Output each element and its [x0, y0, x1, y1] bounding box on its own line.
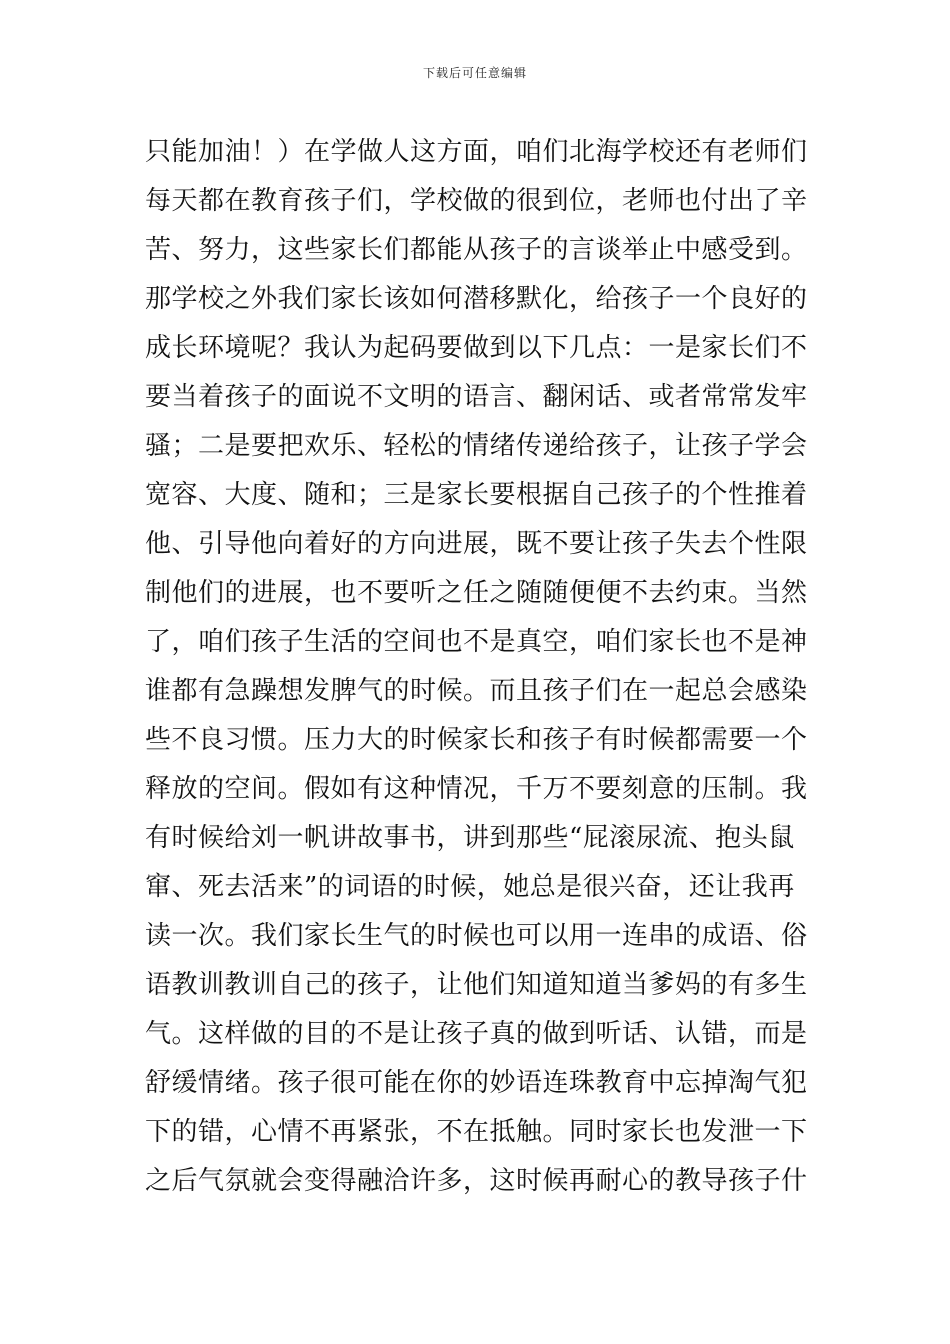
text-line: 之后气氛就会变得融洽许多，这时候再耐心的教导孩子什 — [145, 1166, 808, 1196]
text-line: 气。这样做的目的不是让孩子真的做到听话、认错，而是 — [145, 1019, 808, 1049]
text-line: 语教训教训自己的孩子，让他们知道知道当爹妈的有多生 — [145, 970, 808, 1000]
text-line: 成长环境呢？我认为起码要做到以下几点：一是家长们不 — [145, 333, 808, 363]
text-line: 释放的空间。假如有这种情况，千万不要刻意的压制。我 — [145, 774, 808, 804]
text-line: 他、引导他向着好的方向进展，既不要让孩子失去个性限 — [145, 529, 808, 559]
header-note: 下载后可任意编辑 — [422, 66, 527, 80]
text-line: 只能加油！）在学做人这方面，咱们北海学校还有老师们 — [145, 137, 808, 167]
text-line: 读一次。我们家长生气的时候也可以用一连串的成语、俗 — [145, 921, 808, 951]
text-line: 骚；二是要把欢乐、轻松的情绪传递给孩子，让孩子学会 — [145, 431, 808, 461]
text-line: 要当着孩子的面说不文明的语言、翻闲话、或者常常发牢 — [145, 382, 808, 412]
text-line: 宽容、大度、随和；三是家长要根据自己孩子的个性推着 — [145, 480, 808, 510]
text-line: 些不良习惯。压力大的时候家长和孩子有时候都需要一个 — [145, 725, 808, 755]
text-line: 苦、努力，这些家长们都能从孩子的言谈举止中感受到。 — [145, 235, 808, 265]
text-line: 谁都有急躁想发脾气的时候。而且孩子们在一起总会感染 — [145, 676, 808, 706]
text-line: 制他们的进展，也不要听之任之随随便便不去约束。当然 — [145, 578, 808, 608]
text-line: 了，咱们孩子生活的空间也不是真空，咱们家长也不是神 — [145, 627, 808, 657]
text-line: 每天都在教育孩子们，学校做的很到位，老师也付出了辛 — [145, 186, 808, 216]
text-line: 舒缓情绪。孩子很可能在你的妙语连珠教育中忘掉淘气犯 — [145, 1068, 808, 1098]
body-text — [145, 128, 810, 1206]
text-line: 有时候给刘一帆讲故事书，讲到那些“屁滚尿流、抱头鼠 — [145, 823, 795, 853]
text-line: 下的错，心情不再紧张，不在抵触。同时家长也发泄一下 — [145, 1117, 808, 1147]
text-line: 那学校之外我们家长该如何潜移默化，给孩子一个良好的 — [145, 284, 808, 314]
text-line: 窜、死去活来”的词语的时候，她总是很兴奋，还让我再 — [145, 872, 795, 902]
